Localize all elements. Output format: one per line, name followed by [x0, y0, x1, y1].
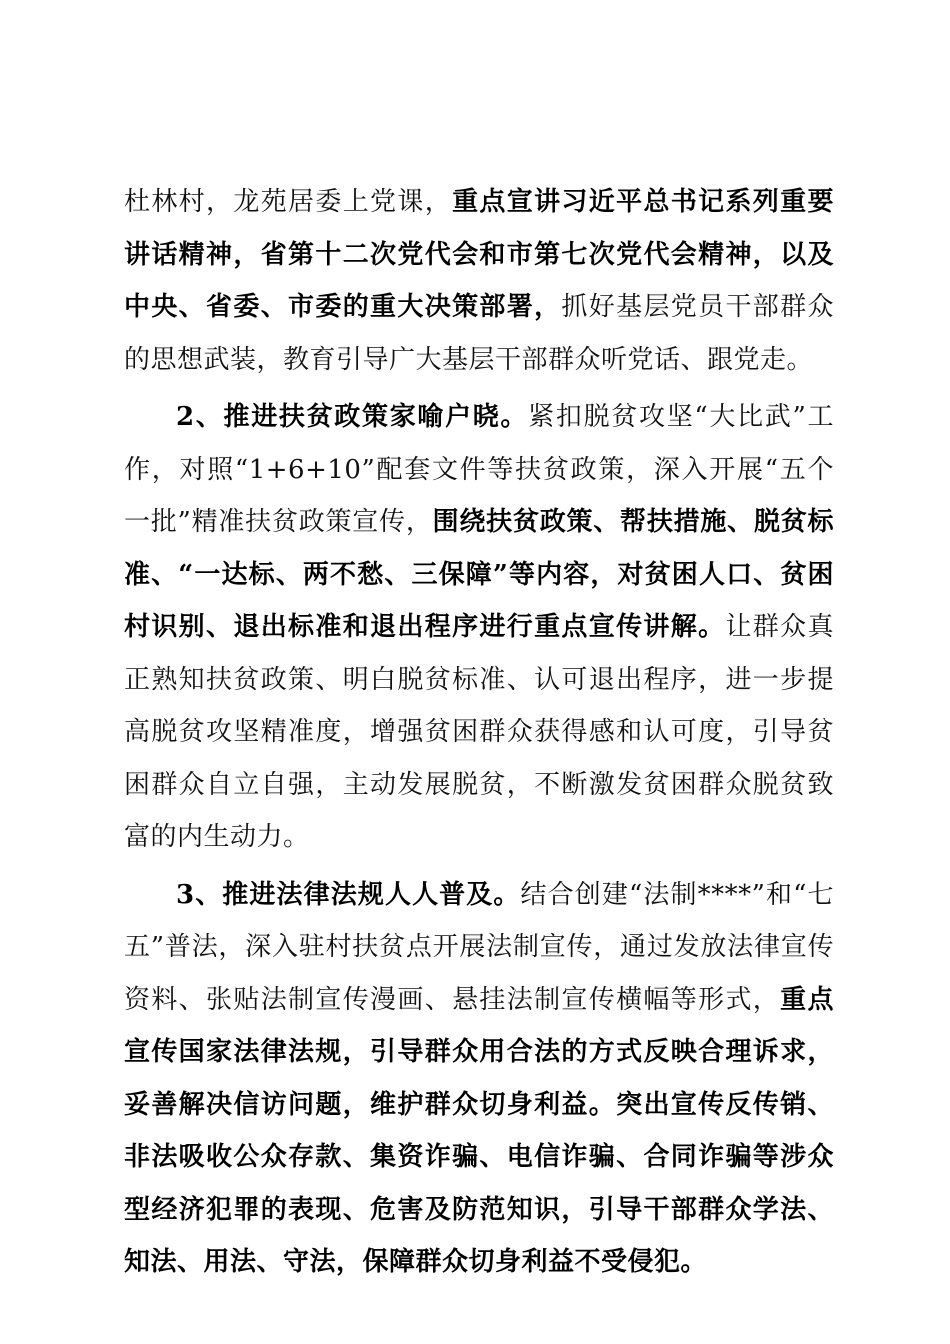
paragraph-1-emphasis: 重点宣讲习近平总书记系列重要讲话精神，省第十二次党代会和市第七次党代会精神，以及中央、省委、市委的重大决策部署，: [124, 187, 834, 322]
paragraph-1-text-end: 抓好基层党员干部群众的思想武装，教育引导广大基层干部群众听党话、跟党走。: [124, 292, 834, 375]
paragraph-3-emphasis: 重点宣传国家法律法规，引导群众用合法的方式反映合理诉求，妥善解决信访问题，维护群众切身利益。突出宣传反传销、非法吸收公众存款、集资诈骗、电信诈骗、合同诈骗等涉众型经济犯罪的表现、危害及防范知识，引导干部群众学法、知法、用法、守法，保障群众切身利益不受侵犯。: [124, 984, 834, 1277]
paragraph-2: [124, 391, 834, 864]
paragraph-1-text: 杜林村，龙苑居委上党课，: [124, 187, 453, 217]
paragraph-2-heading: 2、推进扶贫政策家喻户晓。: [176, 402, 529, 432]
document-body: [124, 176, 834, 1289]
paragraph-2-emphasis: 围绕扶贫政策、帮扶措施、脱贫标准、“一达标、两不愁、三保障”等内容，对贫困人口、贫困村识别、退出标准和退出程序进行重点宣传讲解。: [124, 507, 834, 642]
paragraph-2-text: 紧扣脱贫攻坚“大比武”工作，对照“1+6+10”配套文件等扶贫政策，深入开展“五个一批”精准扶贫政策宣传，: [124, 402, 834, 537]
paragraph-3-text: 结合创建“法制****”和“七五”普法，深入驻村扶贫点开展法制宣传，通过发放法律宣传资料、张贴法制宣传漫画、悬挂法制宣传横幅等形式，: [124, 879, 834, 1015]
paragraph-2-text-end: 让群众真正熟知扶贫政策、明白脱贫标准、认可退出程序，进一步提高脱贫攻坚精准度，增强贫困群众获得感和认可度，引导贫困群众自立自强，主动发展脱贫，不断激发贫困群众脱贫致富的内生动力。: [124, 612, 834, 852]
paragraph-3-heading: 3、推进法律法规人人普及。: [176, 879, 521, 910]
paragraph-1: [124, 176, 834, 386]
paragraph-3: [124, 869, 834, 1289]
